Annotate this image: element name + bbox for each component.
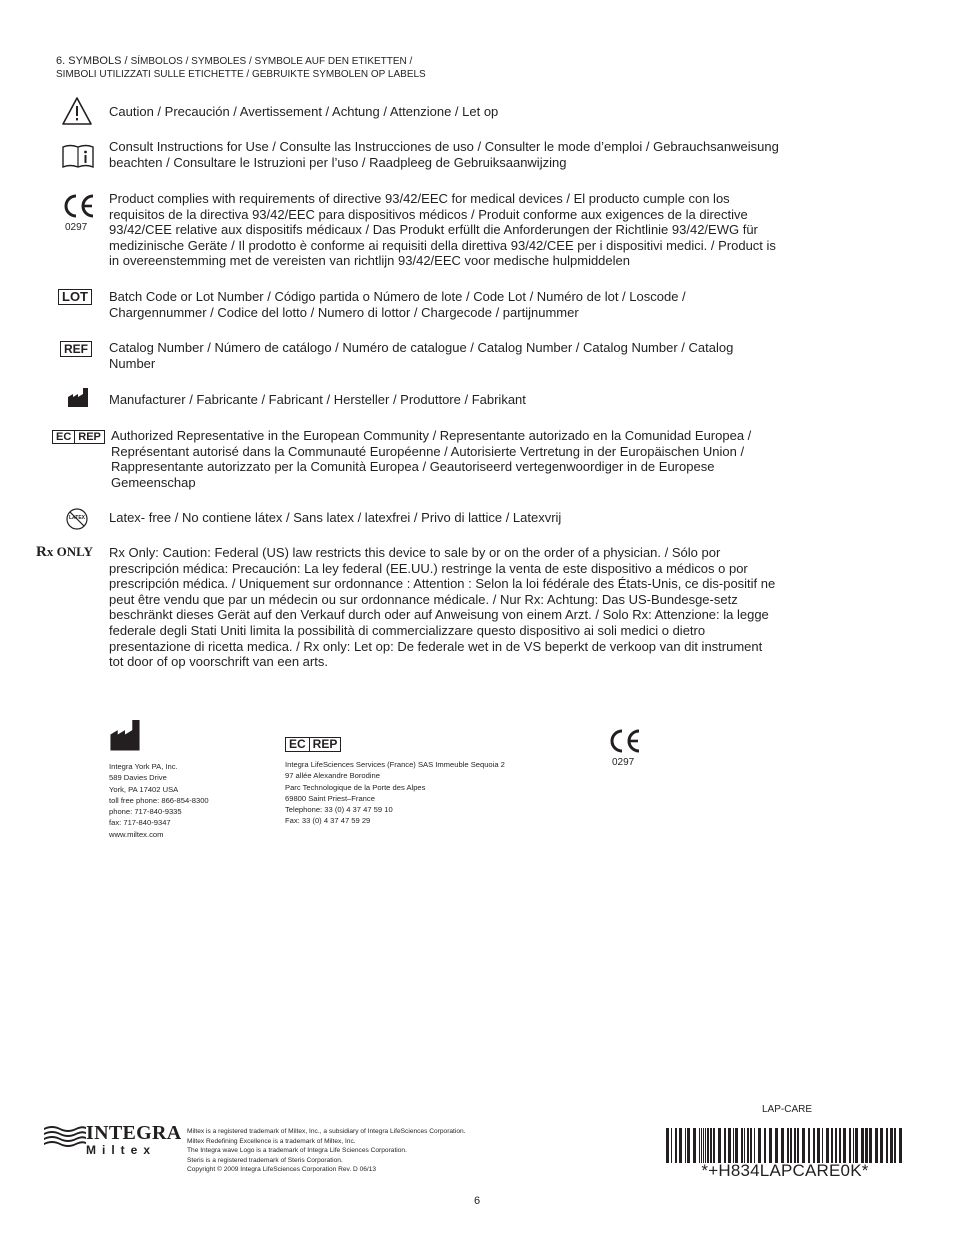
barcode-bar <box>713 1128 715 1163</box>
address-line: York, PA 17402 USA <box>109 784 179 794</box>
ce-number: 0297 <box>612 757 635 768</box>
barcode-bar <box>710 1128 712 1163</box>
warning-triangle-icon <box>61 96 93 126</box>
barcode-bar <box>886 1128 888 1163</box>
barcode-bar <box>754 1128 755 1163</box>
barcode-bar <box>865 1128 868 1163</box>
barcode-bar <box>875 1128 878 1163</box>
barcode-bar <box>787 1128 789 1163</box>
factory-icon <box>109 720 209 757</box>
legal-notice <box>187 1127 466 1175</box>
barcode-bar <box>769 1128 772 1163</box>
address-line: Fax: 33 (0) 4 37 47 59 29 <box>285 816 371 826</box>
heading-line-2: SIMBOLI UTILIZZATI SULLE ETICHETTE / GEBRUIKTE SYMBOLEN OP LABELS <box>56 69 426 80</box>
barcode-bar <box>733 1128 734 1163</box>
rx-x-only: x ONLY <box>46 544 93 559</box>
ce-footer-block <box>607 728 643 768</box>
lot-text: Batch Code or Lot Number / Código partida o Número de lote / Code Lot / Numéro de lot / Loscode / Chargennummer / Codice del lotto / Numero di lottor / Chargecode / partijnummer <box>109 289 686 320</box>
factory-icon <box>67 388 89 408</box>
ec-label: EC <box>289 737 306 751</box>
legal-line: Steris is a registered trademark of Steris Corporation. <box>187 1156 343 1164</box>
barcode-bar <box>741 1128 743 1163</box>
barcode-bar <box>735 1128 738 1163</box>
barcode-bar <box>781 1128 784 1163</box>
barcode-bar <box>822 1128 823 1163</box>
barcode-bar <box>835 1128 837 1163</box>
barcode-icon <box>664 1128 906 1163</box>
address-line: Telephone: 33 (0) 4 37 47 59 10 <box>285 805 393 815</box>
barcode-bar <box>790 1128 792 1163</box>
ce-mark-icon <box>607 728 643 754</box>
ec-rep-badge <box>52 430 105 444</box>
heading-line-1: SÍMBOLOS / SYMBOLES / SYMBOLE AUF DEN ETIKETTEN / <box>130 56 413 67</box>
caution-text: Caution / Precaución / Avertissement / Achtung / Attenzione / Let op <box>109 104 499 119</box>
barcode-bar <box>679 1128 682 1163</box>
ecrep-text: Authorized Representative in the European Community / Representante autorizado en la Comunidad Europea / Représentant autorisé dans la Communauté Européenne / Autorisierte Vertretung in der Europäischen Union / Rappresentante autorizzato per la Comunità Europea / Geautoriseerd vertegenwoordiger in de Europese Gemeenschap <box>111 428 752 490</box>
latex-free-icon <box>66 508 88 530</box>
address-line: phone: 717-840-9335 <box>109 807 182 817</box>
barcode-bar <box>855 1128 858 1163</box>
manufacturer-text: Manufacturer / Fabricante / Fabricant / Hersteller / Produttore / Fabrikant <box>109 392 526 407</box>
address-line: 589 Davies Drive <box>109 773 167 783</box>
integra-logo-text: INTEGRA <box>86 1122 182 1144</box>
manufacturer-block <box>109 720 209 840</box>
legal-line: Copyright © 2009 Integra LifeSciences Corporation Rev. D 06/13 <box>187 1166 377 1174</box>
barcode-bar <box>813 1128 815 1163</box>
ec-label: EC <box>56 431 72 443</box>
barcode-bar <box>693 1128 696 1163</box>
barcode-bar <box>853 1128 854 1163</box>
rx-r: R <box>36 544 47 560</box>
latex-icon-label: LATEX <box>68 515 86 521</box>
barcode-bar <box>869 1128 872 1163</box>
barcode-bar <box>797 1128 799 1163</box>
barcode-bar <box>899 1128 902 1163</box>
address-line: 97 allée Alexandre Borodine <box>285 771 380 781</box>
ecrep-block <box>285 735 505 827</box>
barcode-bar <box>808 1128 810 1163</box>
barcode-bar <box>699 1128 700 1163</box>
barcode-bar <box>701 1128 702 1163</box>
rx-text: Rx Only: Caution: Federal (US) law restricts this device to sale by or on the order of a physician. / Sólo por prescripción médica: Precaución: La ley federal (EE.UU.) restringe la venta de este dispositivo a médicos o por prescripción médica. / Uniquement sur ordonnance : Attention : Selon la loi fédérale des États-Unis, ce dis-positif ne peut être vendu que par un médecin ou sur ordonnance médicale. / Nur Rx: Achtung: Das US-Bundesge-setz beschränkt dieses Gerät auf den Verkauf durch oder auf Anweisung von einem Arzt. / Solo Rx: Attenzione: la legge federale degli Stati Uniti limita la possibilità di commercializzare questo dispositivo ai soli medici o dietro presentazione di ricetta medica. / Rx only: Let op: De federale wet in de VS beperkt de verkoop van dit instrument tot door of op voorschrift van een arts. <box>109 545 776 670</box>
barcode-bar <box>843 1128 846 1163</box>
barcode-label: LAP-CARE <box>762 1104 813 1115</box>
barcode-bar <box>802 1128 805 1163</box>
heading-main: 6. SYMBOLS / <box>56 55 131 67</box>
rx-only-symbol <box>36 544 93 561</box>
ref-text: Catalog Number / Número de catálogo / Numéro de catalogue / Catalog Number / Catalog Number / Catalog Number <box>109 340 734 371</box>
barcode-bar <box>861 1128 864 1163</box>
barcode-bar <box>775 1128 778 1163</box>
barcode-bar <box>687 1128 690 1163</box>
lot-label: LOT <box>62 289 88 304</box>
instructions-book-icon <box>61 143 95 169</box>
barcode-bar <box>703 1128 704 1163</box>
legal-line: The Integra wave Logo is a trademark of Integra Life Sciences Corporation. <box>187 1147 407 1155</box>
lot-label-box <box>58 289 92 305</box>
barcode-bar <box>671 1128 672 1163</box>
page-number: 6 <box>473 1195 481 1207</box>
latex-text: Latex- free / No contiene látex / Sans latex / latexfrei / Privo di lattice / Latexvrij <box>109 510 562 525</box>
ifu-text: Consult Instructions for Use / Consulte las Instrucciones de uso / Consulter le mode d’emploi / Gebrauchsanweisung beachten / Consultare le Istruzioni per l’uso / Raadpleeg de Gebruiksaanwijzing <box>109 139 779 170</box>
miltex-logo-text: Miltex <box>86 1143 157 1157</box>
barcode-bar <box>849 1128 851 1163</box>
barcode-bar <box>817 1128 820 1163</box>
ce-number: 0297 <box>65 222 88 233</box>
address-line: 69800 Saint Priest–France <box>285 793 375 803</box>
ecrep-address <box>285 759 505 827</box>
barcode-bar <box>758 1128 761 1163</box>
manufacturer-address <box>109 761 209 840</box>
barcode-bar <box>705 1128 706 1163</box>
barcode-bar <box>890 1128 893 1163</box>
barcode-bar <box>764 1128 766 1163</box>
barcode-text: *+H834LAPCARE0K* <box>701 1161 869 1180</box>
barcode-bar <box>685 1128 686 1163</box>
address-line: toll free phone: 866-854-8300 <box>109 795 209 805</box>
barcode-bar <box>750 1128 752 1163</box>
address-line: Parc Technologique de la Porte des Alpes <box>285 782 426 792</box>
barcode-bar <box>666 1128 669 1163</box>
ref-label: REF <box>64 342 88 356</box>
website-link[interactable]: www.miltex.com <box>109 829 164 839</box>
address-line: Integra York PA, Inc. <box>109 762 178 771</box>
barcode-bar <box>880 1128 883 1163</box>
barcode-bar <box>675 1128 677 1163</box>
legal-line: Miltex is a registered trademark of Miltex, Inc., a subsidiary of Integra LifeSciences Corporation. <box>187 1128 466 1135</box>
address-line: fax: 717-840-9347 <box>109 818 171 828</box>
barcode-bar <box>724 1128 726 1163</box>
ec-rep-badge <box>285 737 341 752</box>
rep-label: REP <box>74 431 104 443</box>
ce-mark-icon <box>62 193 96 233</box>
ref-label-box <box>60 341 92 357</box>
barcode-bar <box>747 1128 749 1163</box>
barcode-bar <box>744 1128 745 1163</box>
barcode-bar <box>794 1128 796 1163</box>
barcode-bar <box>839 1128 841 1163</box>
rep-label: REP <box>309 738 341 751</box>
barcode-bar <box>718 1128 721 1163</box>
address-line: Integra LifeSciences Services (France) SAS Immeuble Sequoia 2 <box>285 760 505 769</box>
ce-text: Product complies with requirements of directive 93/42/EEC for medical devices / El producto cumple con los requisitos de la directiva 93/42/EEC para dispositivos médicos / Produit conforme aux exigences de la directive 93/42/CEE relative aux dispositifs médicaux / Das Produkt erfüllt die Anforderungen der Richtlinie 93/42/EWG für medizinische Geräte / Il prodotto è conforme ai requisiti della direttiva 93/42/CEE per i dispositivi medici. / Product is in overeenstemming met de vereisten van richtlijn 93/42/EEC voor medische hulpmiddelen <box>109 191 776 269</box>
barcode-bar <box>707 1128 709 1163</box>
section-heading <box>56 55 426 81</box>
barcode-bar <box>894 1128 896 1163</box>
legal-line: Miltex Redefining Excellence is a trademark of Miltex, Inc. <box>187 1137 356 1145</box>
barcode-bar <box>826 1128 829 1163</box>
barcode-bar <box>728 1128 731 1163</box>
barcode-bar <box>831 1128 833 1163</box>
